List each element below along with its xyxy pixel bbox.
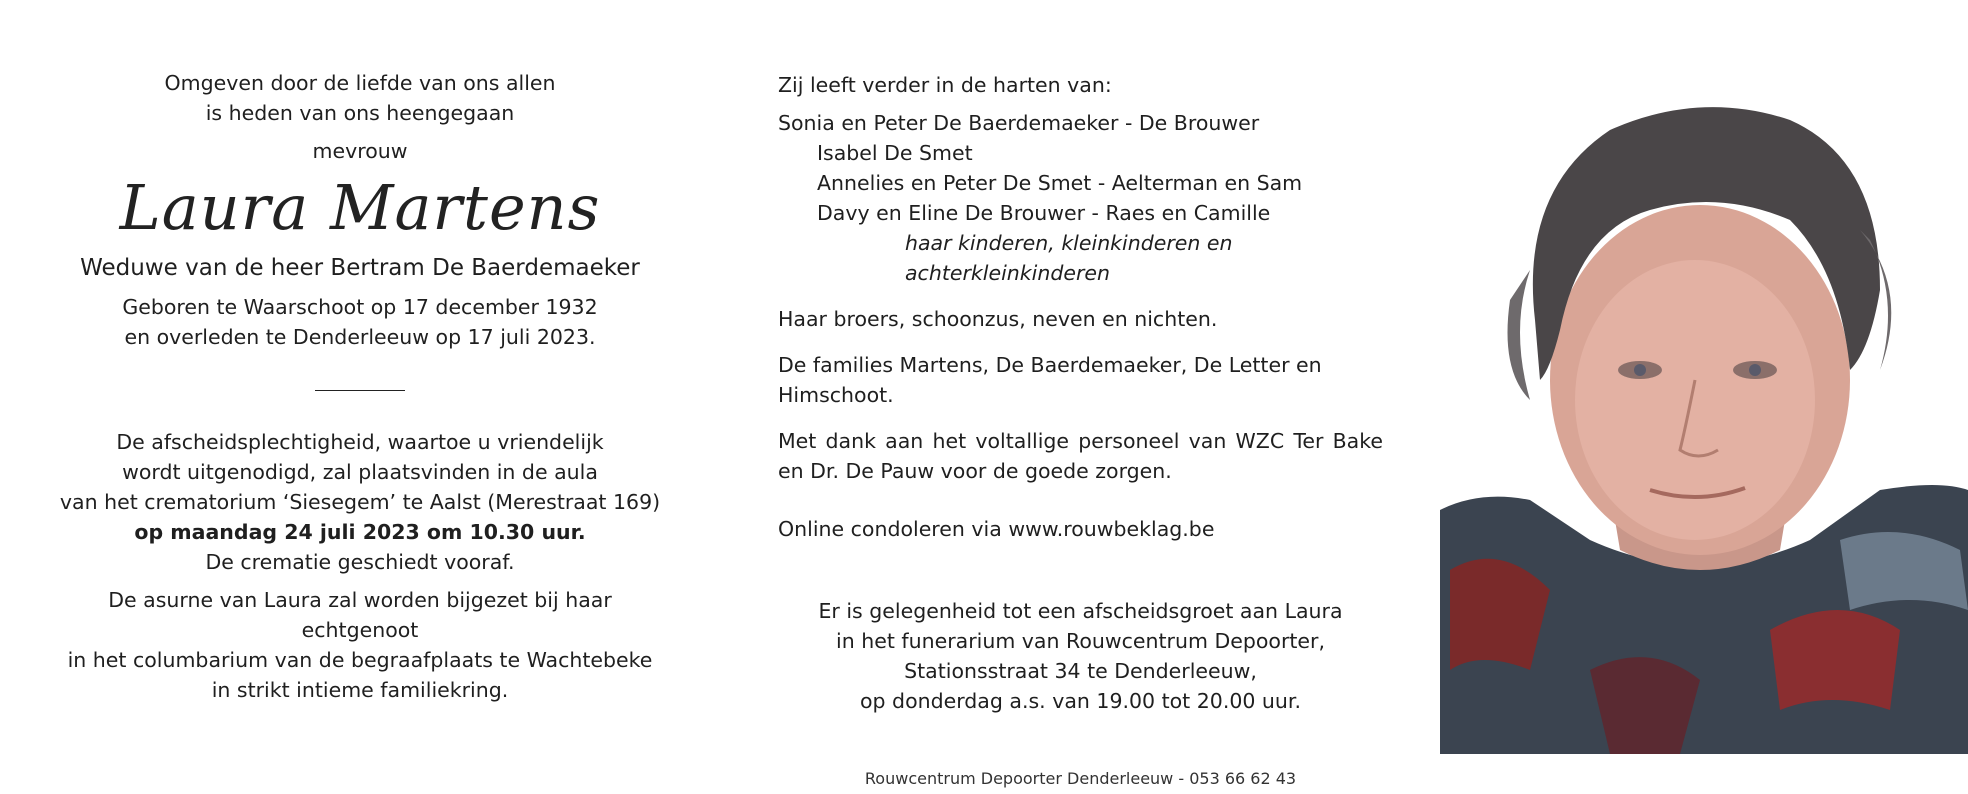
intro-line: is heden van ons heengegaan [205, 101, 515, 125]
announcement-middle-column [778, 70, 1383, 794]
lives-on-heading: Zij leeft verder in de harten van: [778, 73, 1112, 97]
portrait-photo [1440, 70, 1968, 754]
divider [315, 390, 405, 391]
online-condolence: Online condoleren via www.rouwbeklag.be [778, 517, 1215, 541]
farewell-block [778, 596, 1383, 716]
urn-line: in strikt intieme familiekring. [211, 678, 509, 702]
family-caption: haar kinderen, kleinkinderen en achterkleinkinderen [905, 231, 1233, 285]
funeral-home-footer: Rouwcentrum Depoorter Denderleeuw - 053 66 62 43 [864, 769, 1297, 788]
family-line: Davy en Eline De Brouwer - Raes en Camille [817, 201, 1271, 225]
ceremony-date: op maandag 24 juli 2023 om 10.30 uur. [134, 520, 586, 544]
farewell-line: Stationsstraat 34 te Denderleeuw, [904, 659, 1257, 683]
ceremony-line: van het crematorium ‘Siesegem’ te Aalst (Merestraat 169) [59, 490, 661, 514]
cremation-note: De crematie geschiedt vooraf. [205, 550, 515, 574]
farewell-line: Er is gelegenheid tot een afscheidsgroet aan Laura [818, 599, 1343, 623]
urn-line: De asurne van Laura zal worden bijgezet bij haar echtgenoot [108, 588, 612, 642]
birth-line: Geboren te Waarschoot op 17 december 1932 [122, 295, 598, 319]
family-line: Sonia en Peter De Baerdemaeker - De Brouwer [778, 111, 1260, 135]
farewell-line: in het funerarium van Rouwcentrum Depoorter, [836, 629, 1325, 653]
widow-line: Weduwe van de heer Bertram De Baerdemaeker [80, 255, 640, 281]
siblings-line: Haar broers, schoonzus, neven en nichten. [778, 307, 1218, 331]
deceased-name: Laura Martens [119, 171, 601, 244]
family-line: Annelies en Peter De Smet - Aelterman en Sam [817, 171, 1303, 195]
families-line: De families Martens, De Baerdemaeker, De Letter en Himschoot. [778, 353, 1322, 407]
urn-line: in het columbarium van de begraafplaats te Wachtebeke [67, 648, 653, 672]
announcement-left-column [55, 68, 665, 705]
family-line: Isabel De Smet [817, 141, 973, 165]
intro-line: Omgeven door de liefde van ons allen [164, 71, 556, 95]
ceremony-line: wordt uitgenodigd, zal plaatsvinden in de aula [122, 460, 598, 484]
farewell-line: op donderdag a.s. van 19.00 tot 20.00 uur. [859, 689, 1301, 713]
title-mevrouw: mevrouw [312, 139, 408, 163]
ceremony-line: De afscheidsplechtigheid, waartoe u vriendelijk [116, 430, 604, 454]
thanks-paragraph: Met dank aan het voltallige personeel van WZC Ter Bake en Dr. De Pauw voor de goede zorgen. [778, 429, 1383, 483]
death-line: en overleden te Denderleeuw op 17 juli 2023. [124, 325, 596, 349]
